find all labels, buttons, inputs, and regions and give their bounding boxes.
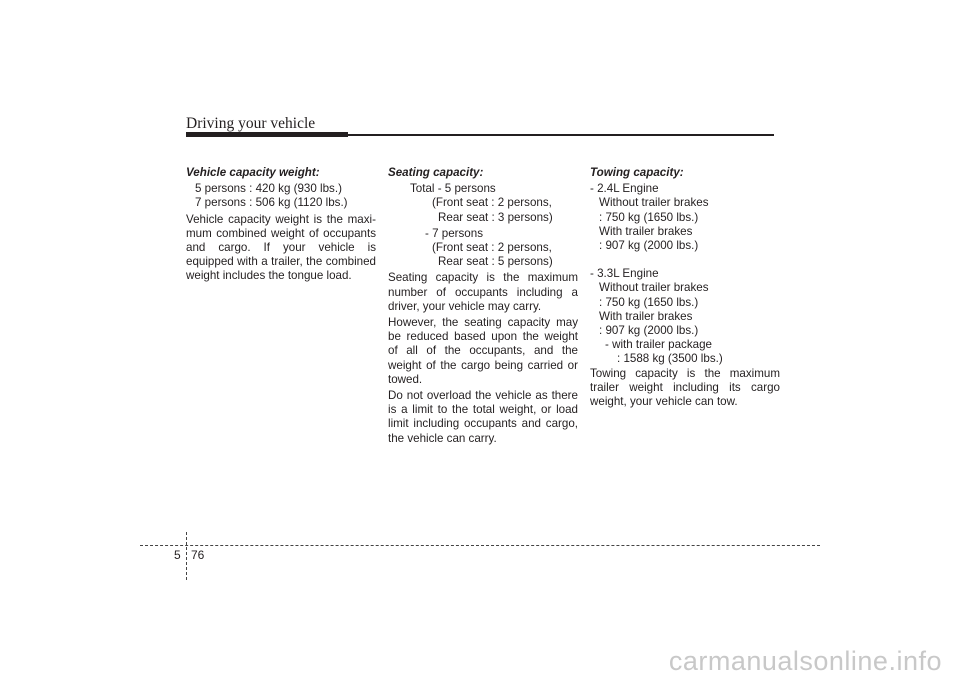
- seating-line: Rear seat : 5 persons): [438, 255, 553, 269]
- paragraph: However, the seating capacity may be reduced based upon the weight of all of the occupants, and the weight of the cargo being carried or towed.: [388, 316, 578, 386]
- towing-line: : 750 kg (1650 lbs.): [599, 295, 699, 309]
- header-bar: [186, 132, 348, 137]
- footer-rule: [140, 545, 820, 546]
- page-number: 76: [191, 548, 205, 562]
- section-heading: Seating capacity:: [388, 166, 484, 179]
- towing-line: With trailer brakes: [599, 309, 693, 323]
- towing-line: : 907 kg (2000 lbs.): [599, 324, 699, 338]
- watermark: carmanualsonline.info: [668, 646, 942, 676]
- column-seating-capacity: [388, 164, 578, 448]
- seating-line: Rear seat : 3 persons): [438, 210, 553, 224]
- page-section-number: 5: [174, 548, 181, 562]
- seating-line: (Front seat : 2 persons,: [432, 196, 552, 210]
- paragraph: Towing capacity is the maximum trailer weight including its cargo weight, your vehicle can tow.: [590, 366, 780, 409]
- seating-line: - 7 persons: [425, 226, 483, 240]
- seating-line: (Front seat : 2 persons,: [432, 241, 552, 255]
- towing-line: Without trailer brakes: [599, 281, 709, 295]
- paragraph: Do not overload the vehicle as there is a limit to the total weight, or load limit including occupants and cargo, the vehicle can carry.: [388, 389, 578, 445]
- seating-line: Total - 5 persons: [410, 182, 496, 196]
- towing-line: Without trailer brakes: [599, 196, 709, 210]
- towing-line: - 2.4L Engine: [590, 182, 659, 196]
- towing-line: : 1588 kg (3500 lbs.): [617, 352, 723, 366]
- footer-divider: [186, 532, 187, 580]
- towing-line: - 3.3L Engine: [590, 267, 659, 281]
- section-heading: Towing capacity:: [590, 166, 684, 179]
- column-towing-capacity: [590, 164, 780, 411]
- paragraph: Vehicle capacity weight is the maxi-mum combined weight of occupants and cargo. If your vehicle is equipped with a trailer, the combined weight includes the tongue load.: [186, 212, 376, 283]
- section-heading: Vehicle capacity weight:: [186, 166, 320, 179]
- capacity-line: 5 persons : 420 kg (930 lbs.): [195, 182, 342, 196]
- towing-line: - with trailer package: [605, 338, 712, 352]
- towing-line: : 750 kg (1650 lbs.): [599, 210, 699, 224]
- column-vehicle-capacity: [186, 164, 376, 286]
- capacity-line: 7 persons : 506 kg (1120 lbs.): [195, 196, 348, 210]
- page-header-title: Driving your vehicle: [186, 115, 316, 132]
- paragraph: Seating capacity is the maximum number of occupants including a driver, your vehicle may carry.: [388, 271, 578, 313]
- towing-line: : 907 kg (2000 lbs.): [599, 239, 699, 253]
- towing-line: With trailer brakes: [599, 224, 693, 238]
